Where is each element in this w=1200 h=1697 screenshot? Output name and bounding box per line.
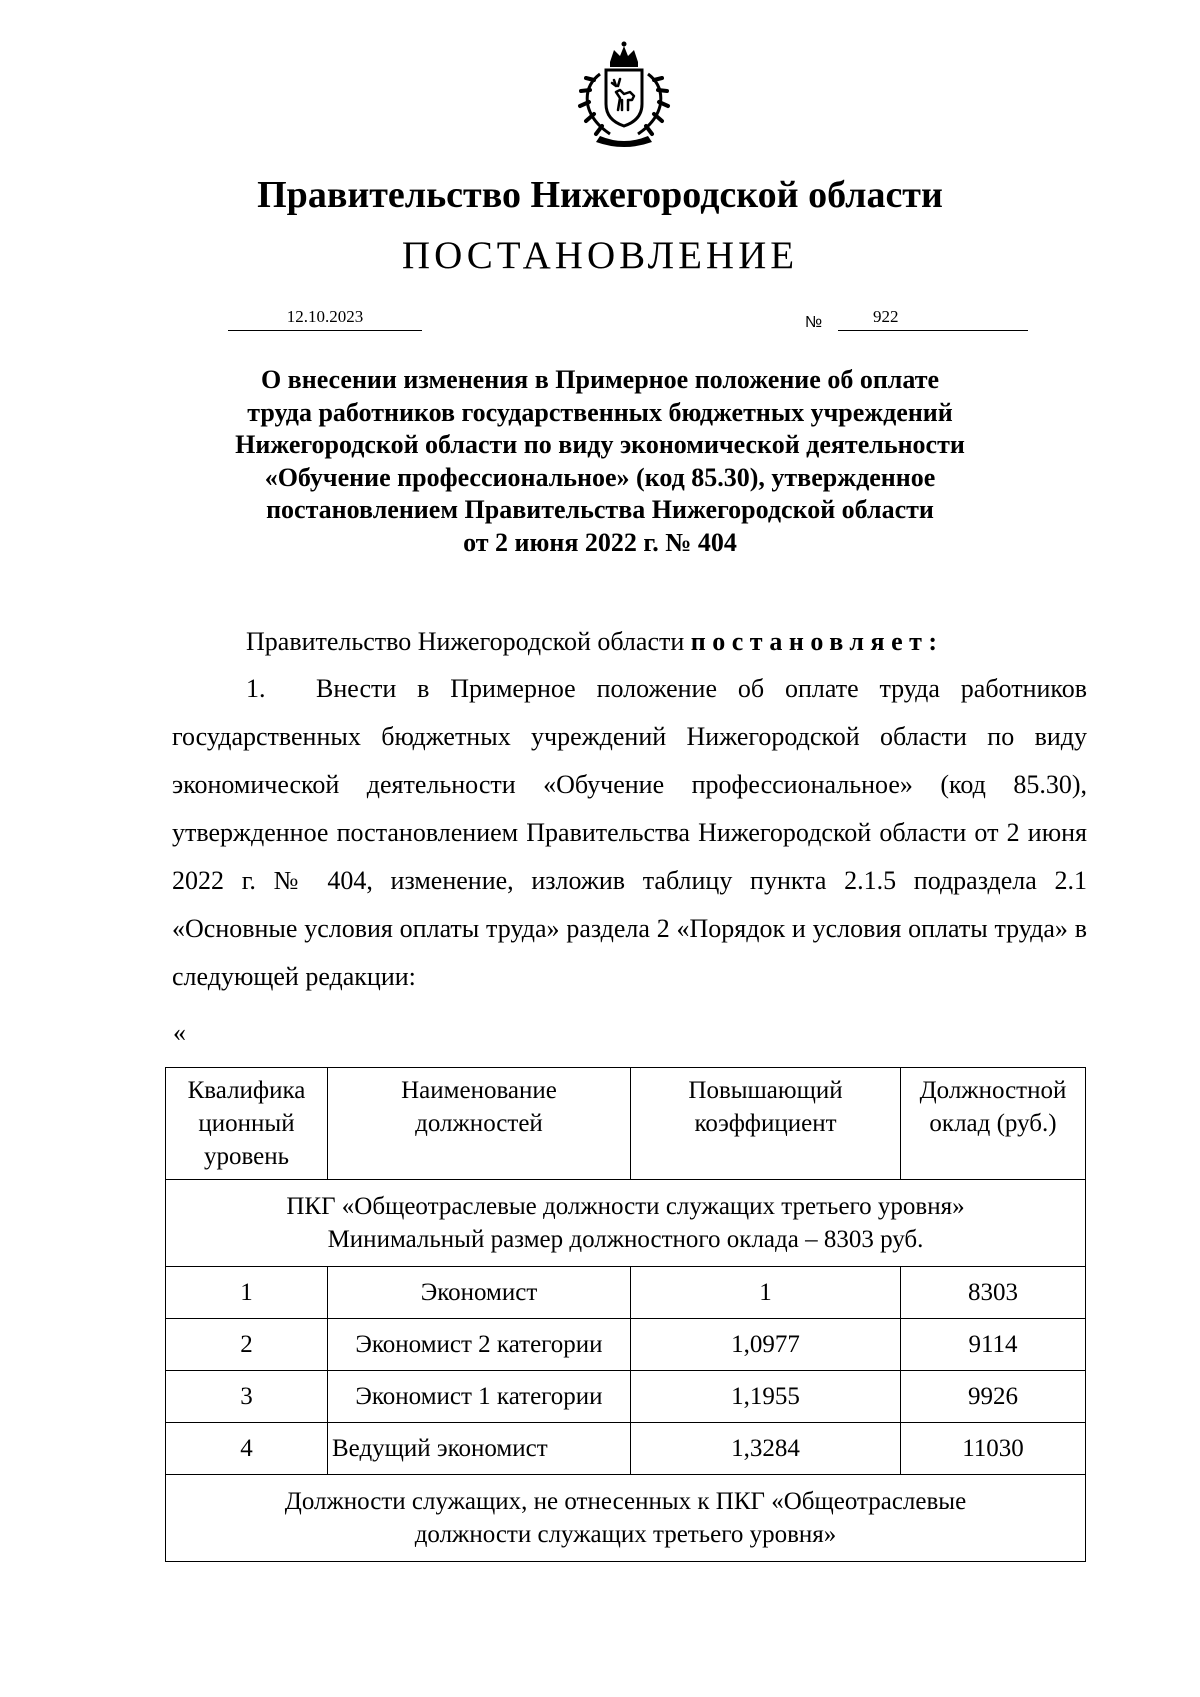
number-sign: № bbox=[805, 314, 823, 331]
clause-1 bbox=[172, 665, 1087, 1001]
nizhny-novgorod-coat-of-arms-icon bbox=[570, 40, 678, 150]
table-row: 2 Экономист 2 категории 1,0977 9114 bbox=[166, 1319, 1086, 1371]
document-date: 12.10.2023 bbox=[228, 306, 422, 331]
document-number-field bbox=[838, 306, 1028, 331]
header-position: Наименование должностей bbox=[328, 1068, 631, 1180]
table-group-row bbox=[166, 1475, 1086, 1562]
header-coefficient: Повышающий коэффициент bbox=[631, 1068, 901, 1180]
table-row: 4 Ведущий экономист 1,3284 11030 bbox=[166, 1423, 1086, 1475]
enact-word: постановляет: bbox=[690, 627, 944, 656]
government-title: Правительство Нижегородской области bbox=[257, 174, 943, 216]
group-heading: Должности служащих, не отнесенных к ПКГ «Общеотраслевые должности служащих третьего уровня» bbox=[166, 1475, 1086, 1562]
document-type: ПОСТАНОВЛЕНИЕ bbox=[401, 234, 799, 277]
subject-line: от 2 июня 2022 г. № 404 bbox=[463, 527, 737, 557]
clause-number: 1. bbox=[246, 674, 266, 703]
table-group-row bbox=[166, 1180, 1086, 1267]
subject-line: Нижегородской области по виду экономической деятельности bbox=[235, 430, 965, 459]
subject-line: труда работников государственных бюджетных учреждений bbox=[247, 397, 953, 427]
subject-line: постановлением Правительства Нижегородской области bbox=[266, 495, 934, 524]
enact-prefix: Правительство Нижегородской области bbox=[246, 627, 685, 656]
table-row: 1 Экономист 1 8303 bbox=[166, 1267, 1086, 1319]
enacting-clause bbox=[246, 625, 944, 659]
group-heading: ПКГ «Общеотраслевые должности служащих третьего уровня» Минимальный размер должностного оклада – 8303 руб. bbox=[166, 1180, 1086, 1267]
quote-open-mark: « bbox=[173, 1018, 186, 1047]
table-header-row bbox=[166, 1068, 1086, 1180]
subject-line: «Обучение профессиональное» (код 85.30), утвержденное bbox=[264, 462, 936, 492]
document-number: 922 bbox=[873, 307, 899, 326]
clause-text: Внести в Примерное положение об оплате труда работников государственных бюджетных учреждений Нижегородской области по виду экономической деятельности «Обучение профессиональное» (код 85.30), утвержденное постановлением Правительства Нижегородской области от 2 июня 2022 г. № 404, изменение, изложив таблицу пункта 2.1.5 подраздела 2.1 «Основные условия оплаты труда» раздела 2 «Порядок и условия оплаты труда» в следующей редакции: bbox=[172, 674, 1087, 991]
table-row: 3 Экономист 1 категории 1,1955 9926 bbox=[166, 1371, 1086, 1423]
salary-table bbox=[165, 1067, 1086, 1562]
subject-line: О внесении изменения в Примерное положение об оплате bbox=[260, 365, 940, 394]
document-subject bbox=[150, 364, 1050, 559]
header-level: Квалифика ционный уровень bbox=[166, 1068, 328, 1180]
header-salary: Должностной оклад (руб.) bbox=[901, 1068, 1086, 1180]
